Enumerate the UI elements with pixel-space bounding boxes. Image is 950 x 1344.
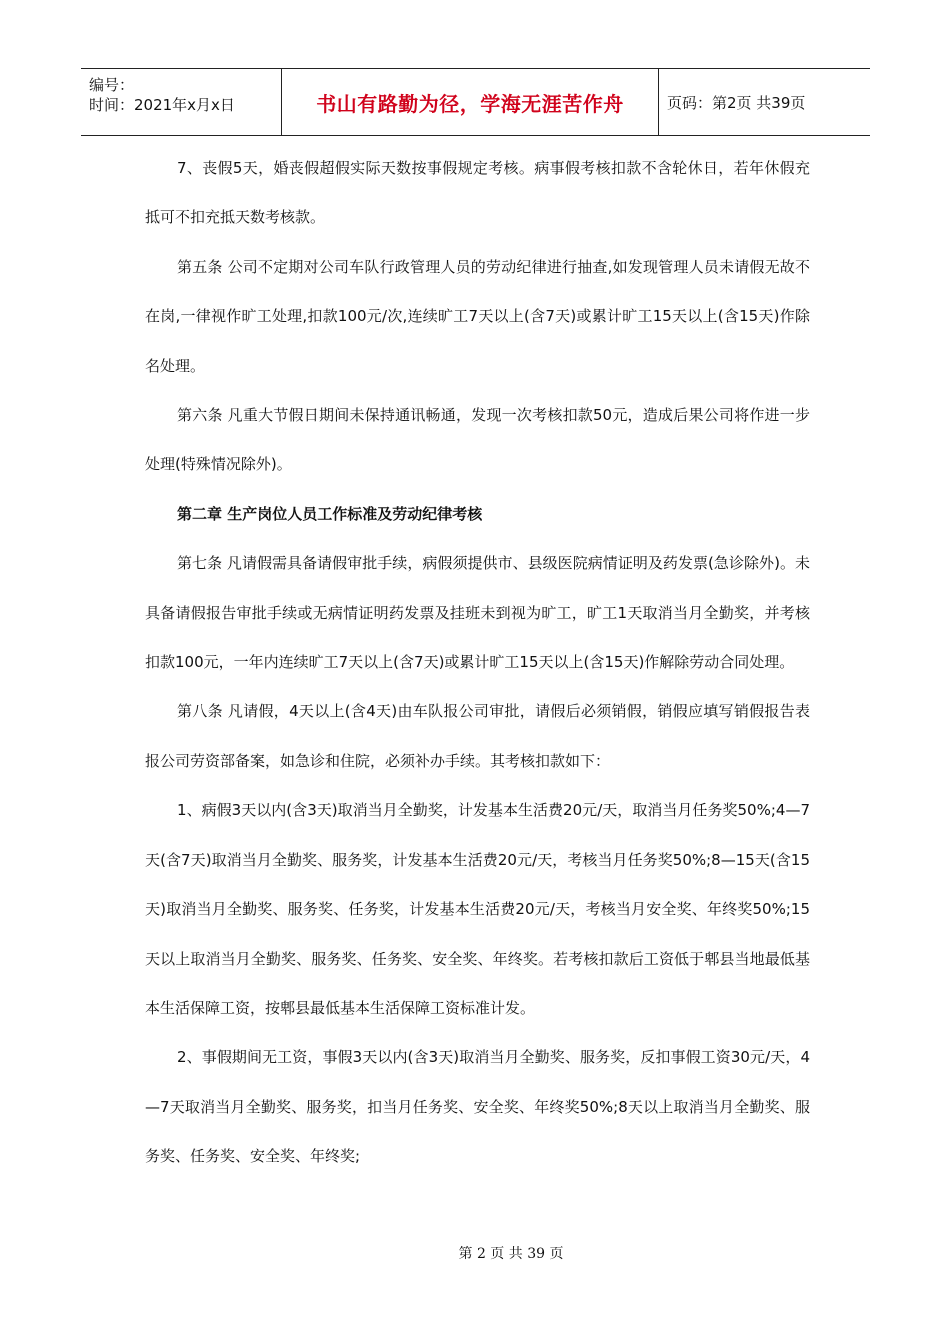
paragraph-personal-leave: 2、事假期间无工资，事假3天以内(含3天)取消当月全勤奖、服务奖，反扣事假工资30元/天，4—7天取消当月全勤奖、服务奖，扣当月任务奖、安全奖、年终奖50%;8天以上取消当月全勤奖、服务奖、任务奖、安全奖、年终奖; <box>145 1048 810 1166</box>
document-number-label: 编号： <box>89 76 135 94</box>
header-divider-right <box>658 69 659 135</box>
page-footer: 第 2 页 共 39 页 <box>458 1246 564 1262</box>
header-motto: 书山有路勤为径，学海无涯苦作舟 <box>316 91 624 116</box>
paragraph-article-6: 第六条 凡重大节假日期间未保持通讯畅通，发现一次考核扣款50元，造成后果公司将作进一步处理(特殊情况除外)。 <box>145 406 810 474</box>
paragraph-article-7: 第七条 凡请假需具备请假审批手续，病假须提供市、县级医院病情证明及药发票(急诊除外)。未具备请假报告审批手续或无病情证明药发票及挂班未到视为旷工，旷工1天取消当月全勤奖，并考核扣款100元，一年内连续旷工7天以上(含7天)或累计旷工15天以上(含15天)作解除劳动合同处理。 <box>145 554 810 672</box>
header-meta <box>89 75 279 115</box>
paragraph-article-5: 第五条 公司不定期对公司车队行政管理人员的劳动纪律进行抽查,如发现管理人员未请假无故不在岗,一律视作旷工处理,扣款100元/次,连续旷工7天以上(含7天)或累计旷工15天以上(含15天)作除名处理。 <box>145 257 810 375</box>
document-header <box>81 68 870 136</box>
chapter-2-heading: 第二章 生产岗位人员工作标准及劳动纪律考核 <box>177 504 483 523</box>
paragraph-article-8: 第八条 凡请假，4天以上(含4天)由车队报公司审批，请假后必须销假，销假应填写销假报告表报公司劳资部备案，如急诊和住院，必须补办手续。其考核扣款如下： <box>145 702 810 770</box>
document-time-label: 时间：2021年x月x日 <box>89 96 235 114</box>
paragraph-funeral-leave: 7、丧假5天，婚丧假超假实际天数按事假规定考核。病事假考核扣款不含轮休日，若年休假充抵可不扣充抵天数考核款。 <box>145 159 810 227</box>
paragraph-sick-leave: 1、病假3天以内(含3天)取消当月全勤奖，计发基本生活费20元/天，取消当月任务奖50%;4—7天(含7天)取消当月全勤奖、服务奖，计发基本生活费20元/天，考核当月任务奖50%;8—15天(含15天)取消当月全勤奖、服务奖、任务奖，计发基本生活费20元/天，考核当月安全奖、年终奖50%;15天以上取消当月全勤奖、服务奖、任务奖、安全奖、年终奖。若考核扣款后工资低于郫县当地最低基本生活保障工资，按郫县最低基本生活保障工资标准计发。 <box>145 801 810 1017</box>
header-page-info: 页码：第2页 共39页 <box>667 93 806 112</box>
document-body <box>145 144 810 1182</box>
